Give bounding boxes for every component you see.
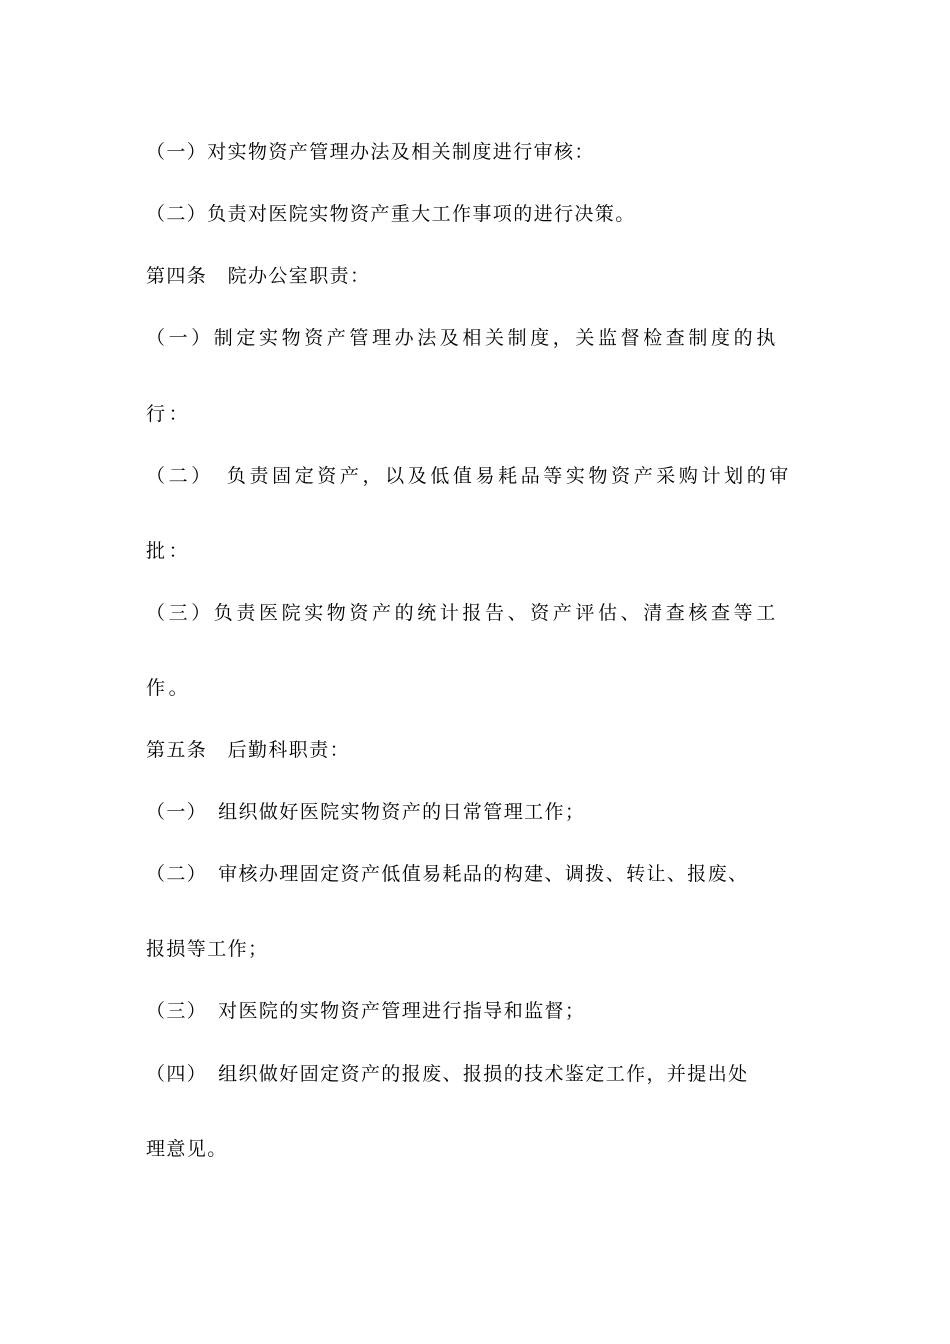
paragraph-line: 理意见。 [146, 1138, 228, 1160]
paragraph-line: 行： [146, 403, 192, 425]
paragraph-line: （一）制定实物资产管理办法及相关制度，关监督检查制度的执 [146, 327, 779, 349]
paragraph-line: （四） 组织做好固定资产的报废、报损的技术鉴定工作，并提出处 [146, 1063, 749, 1085]
section-heading: 第五条 后勤科职责： [146, 739, 351, 761]
paragraph-line: （三） 对医院的实物资产管理进行指导和监督； [146, 1000, 586, 1022]
paragraph-line: （二）负责对医院实物资产重大工作事项的进行决策。 [146, 203, 636, 225]
paragraph-line: （三）负责医院实物资产的统计报告、资产评估、清查核查等工 [146, 602, 779, 624]
paragraph-line: （二） 审核办理固定资产低值易耗品的构建、调拨、转让、报废、 [146, 863, 749, 885]
paragraph-line: （二） 负责固定资产，以及低值易耗品等实物资产采购计划的审 [146, 465, 792, 487]
paragraph-line: （一）对实物资产管理办法及相关制度进行审核： [146, 141, 595, 163]
paragraph-line: 作。 [146, 677, 192, 699]
paragraph-line: 批： [146, 540, 192, 562]
paragraph-line: （一） 组织做好医院实物资产的日常管理工作； [146, 801, 586, 823]
section-heading: 第四条 院办公室职责： [146, 265, 371, 287]
paragraph-line: 报损等工作； [146, 938, 269, 960]
